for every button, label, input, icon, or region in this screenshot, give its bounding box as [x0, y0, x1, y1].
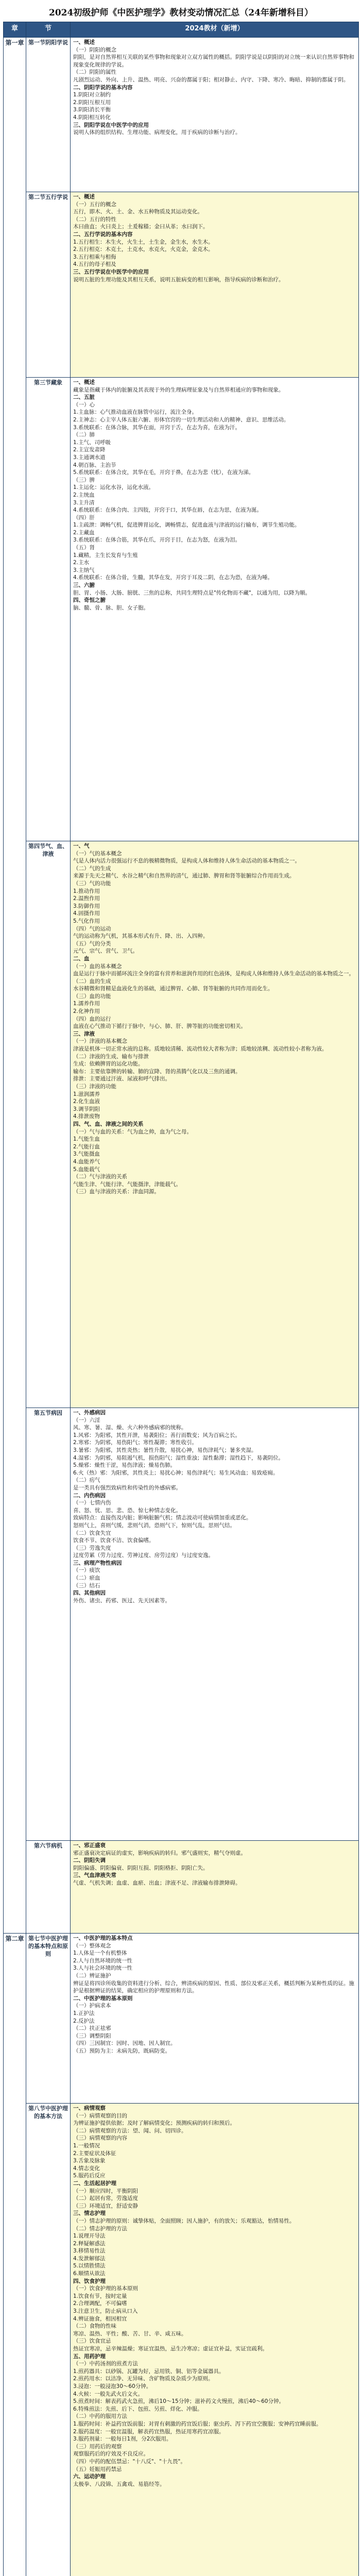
content-line: 阴阳偏盛、阴阳偏衰、阴阳互损、阴阳格拒、阴阳亡失。	[73, 1865, 209, 1871]
content-line: 阴阳，是对自然界相互关联的某些事物和现象对立双方属性的概括。阴阳学说是以阴阳的对立统一来认识自然界事物和现象变化规律的学说。	[73, 54, 354, 68]
content-line: 三、津液	[73, 1030, 95, 1037]
content-line: 3.五行相乘与相侮	[73, 253, 116, 260]
content-line: （三）血与津液的关系：津血同源。	[73, 1189, 160, 1195]
content-line: （一）整体观念	[73, 1942, 111, 1949]
content-cell	[71, 841, 359, 1408]
content-line: 3.调节阴阳	[73, 1106, 100, 1112]
content-line: 元气、宗气、营气、卫气。	[73, 948, 138, 955]
content-line: 2.主藏血	[73, 529, 95, 536]
content-line: 四、气、血、津液之间的关系	[73, 1121, 144, 1127]
content-line: （三）用药后的观察	[73, 2443, 122, 2450]
content-line: 1.煎药器具：以砂锅、瓦罐为好，忌用铁、铜、铝等金属器具。	[73, 2368, 225, 2375]
content-line: 2.寒邪：为阴邪，易伤阳气；寒性凝滞；寒性收引。	[73, 1439, 198, 1446]
content-line: 4.发泄解郁法	[73, 2255, 106, 2262]
content-cell	[71, 378, 359, 841]
page-title: 2024初级护师《中医护理学》教材变动情况汇总（24年新增科目）	[49, 8, 313, 18]
content-line: 3.阴阳消长平衡	[73, 107, 111, 113]
content-cell	[71, 1841, 359, 1934]
content-line: （二）阴阳的属性	[73, 69, 116, 76]
content-line: 1.推动作用	[73, 888, 100, 894]
content-line: 二、生活起居护理	[73, 2180, 116, 2187]
content-line: 2.释疑解惑法	[73, 2240, 106, 2247]
content-line: （五）气的分类	[73, 940, 111, 947]
content-line: 2.化生血液	[73, 1098, 100, 1105]
content-line: 1.饮食有节，按时定量	[73, 2293, 127, 2299]
content-line: 3.暑邪：为阳邪，其性炎热；暑性升散，易扰心神，易伤津耗气；暑多夹湿。	[73, 1447, 257, 1453]
content-line: 1.服药时间：补益药宜饭前服；对胃有刺激的药宜饭后服；驱虫药、泻下药宜空腹服；安神药宜睡前服。	[73, 2420, 322, 2427]
content-line: 气的运动称为气机，其基本形式有升、降、出、入四种。	[73, 933, 209, 940]
content-line: 三、气血津液失常	[73, 1872, 116, 1879]
content-line: 4.系统联系：在体合骨，生髓，其华在发，开窍于耳及二阴，在志为恐，在液为唾。	[73, 574, 273, 581]
content-line: 2.主统血	[73, 492, 95, 498]
content-line: 1.藏精，主生长发育与生殖	[73, 552, 138, 558]
content-line: 2.五行相克：木克土，土克水，水克火，火克金，金克木。	[73, 246, 214, 253]
content-line: 4.系统联系：在体合肉、主四肢，开窍于口，其华在唇，在志为思，在液为涎。	[73, 507, 263, 514]
content-line: 来源于先天之精气、水谷之精气和自然界的清气，通过肺、脾胃和肾等脏腑综合作用而生成。	[73, 873, 295, 879]
content-line: （二）中药的服用方法	[73, 2413, 127, 2420]
content-line: 4.排泄废物	[73, 1113, 100, 1120]
content-line: 3.浸泡：一般浸泡30～60分钟。	[73, 2383, 152, 2389]
content-line: （一）气的基本概念	[73, 850, 122, 857]
column-header-content: 2024教材（新增）	[71, 22, 359, 38]
content-line: 2.人与自然环境的统一性	[73, 1957, 133, 1964]
content-line: （三）血的功能	[73, 993, 111, 999]
content-line: 一、气	[73, 843, 90, 849]
section-cell: 第四节气、血、津液	[26, 841, 71, 1408]
content-line: 3.注意卫生，防止病从口入	[73, 2308, 138, 2315]
content-line: 过度劳累（劳力过度、劳神过度、房劳过度）与过度安逸。	[73, 1552, 214, 1559]
content-line: （三）结石	[73, 1582, 100, 1589]
content-line: （四）肝	[73, 514, 95, 521]
content-cell	[71, 1934, 359, 2104]
content-line: （三）饮食宜忌	[73, 2338, 111, 2345]
content-line: （一）六淫	[73, 1417, 100, 1423]
content-line: 1.一般情况	[73, 2142, 100, 2149]
content-line: 辨证是将四诊所收集的资料进行分析、综合，辨清疾病的原因、性质、部位及邪正关系，概括判断为某种性质的证。施护是根据辨证的结果，确定相应的护理原则和方法。	[73, 1980, 354, 1994]
content-line: 一、外感病因	[73, 1410, 106, 1416]
content-line: 三、五行学说在中医学中的应用	[73, 268, 149, 275]
content-line: （一）护病求本	[73, 2003, 111, 2009]
content-line: （二）情志护理的方法	[73, 2225, 127, 2232]
content-line: 怒则气上，喜则气缓，悲则气消，恐则气下，惊则气乱，思则气结。	[73, 1522, 235, 1529]
content-line: 二、五行学说的基本内容	[73, 231, 133, 238]
content-line: 血是运行于脉中而循环流注全身的富有营养和滋润作用的红色液体，是构成人体和维持人体生命活动的基本物质之一。	[73, 971, 354, 977]
content-line: 凡剧烈运动、外向、上升、温热、明亮、兴奋的都属于阳；相对静止、内守、下降、寒冷、晦暗、抑制的都属于阴。	[73, 76, 349, 83]
content-line: 四、饮食护理	[73, 2278, 106, 2284]
content-line: （二）起居有常，劳逸适度	[73, 2195, 138, 2202]
content-line: （四）气的运动	[73, 925, 111, 932]
section-cell: 第二节五行学说	[26, 192, 71, 378]
content-line: （一）情志护理的原则：诚挚体贴，全面照顾；因人施护，有的放矢；乐观豁达，怡情易性。	[73, 2217, 295, 2224]
content-line: 一、概述	[73, 379, 95, 385]
content-line: （二）疠气	[73, 1477, 100, 1484]
content-line: （二）食物的性味	[73, 2323, 116, 2330]
section-cell: 第六节病机	[26, 1841, 71, 1934]
content-line: （二）肺	[73, 432, 95, 438]
content-line: （一）阴阳的概念	[73, 46, 116, 53]
content-line: （五）肾	[73, 545, 95, 551]
content-line: 二、阴阳学说的基本内容	[73, 84, 133, 91]
content-line: 热证宜寒凉，忌辛辣温燥；寒证宜温热，忌生冷寒凉；虚证宜补益，实证宜疏利。	[73, 2346, 268, 2352]
content-line: 一、概述	[73, 39, 95, 45]
content-line: 是一类具有强烈致病性和传染性的外感病邪。	[73, 1484, 181, 1491]
content-line: 4.辨证施食，相因相宜	[73, 2315, 127, 2322]
content-line: 6.顺情从欲法	[73, 2270, 106, 2277]
content-line: 为辨证施护提供依据；及时了解病情变化；预测疾病的转归和预后。	[73, 2120, 235, 2127]
content-line: 3.系统联系：在体合筋，其华在爪，开窍于目，在志为怒，在液为泪。	[73, 537, 241, 544]
table-row	[4, 378, 359, 841]
content-line: 3.系统联系：在体合脉，其华在面，开窍于舌，在志为喜，在液为汗。	[73, 424, 241, 431]
content-line: 5.以情胜情法	[73, 2263, 106, 2269]
content-line: 津液是机体一切正常水液的总称。质地较清稀、流动性较大者称为津；质地较浓稠、流动性较小者称为液。	[73, 1046, 327, 1053]
content-line: （一）心	[73, 401, 95, 408]
content-line: （二）辨证施护	[73, 1972, 111, 1979]
content-line: 生成：依赖脾胃的运化功能。	[73, 1061, 144, 1067]
content-line: （三）环境适宜，舒适安静	[73, 2202, 138, 2209]
table-row	[4, 2104, 359, 2576]
section-cell: 第八节中医护理的基本方法	[26, 2104, 71, 2576]
content-line: 饮食不节、饮食不洁、饮食偏嗜。	[73, 1537, 154, 1544]
section-cell: 第五节病因	[26, 1408, 71, 1841]
column-header-section: 节	[26, 22, 71, 38]
content-line: 3.防御作用	[73, 903, 100, 909]
chapter-cell: 第二章	[4, 1934, 26, 2576]
content-line: 外伤、诸虫、药邪、医过、先天因素等。	[73, 1597, 170, 1604]
content-line: 4.湿邪：为阴邪，易阻遏气机，损伤阳气；湿性重浊；湿性黏滞；湿性趋下，易袭阴位。	[73, 1454, 284, 1461]
content-line: 6.特殊煎法：先煎、后下、包煎、另煎、烊化、冲服。	[73, 2405, 203, 2412]
content-line: 三、病理产物性病因	[73, 1560, 122, 1566]
content-line: （四）血的运行	[73, 1015, 111, 1022]
content-line: 5.血能载气	[73, 1166, 100, 1173]
content-line: 1.主气、司呼吸	[73, 439, 111, 446]
content-line: （一）痰饮	[73, 1567, 100, 1574]
content-line: 二、血	[73, 955, 90, 962]
content-line: 5.服药后反应	[73, 2173, 106, 2179]
content-line: 六、运动护理	[73, 2473, 106, 2480]
content-line: （三）病情观察的内容	[73, 2135, 127, 2142]
content-line: 3.主纳气	[73, 567, 95, 573]
content-line: 1.阴阳对立制约	[73, 92, 111, 98]
content-line: （一）顺应四时，平衡阴阳	[73, 2188, 138, 2194]
content-line: 4.阴阳相互转化	[73, 114, 111, 121]
content-line: 4.五行的母子相及	[73, 261, 116, 268]
content-line: 6.火（热）邪：为阳邪，其性炎上；易扰心神；易伤津耗气；易生风动血；易致疮痈。	[73, 1469, 279, 1476]
content-line: （二）血的生成	[73, 978, 111, 985]
content-line: 1.主疏泄：调畅气机，促进脾胃运化，调畅情志，促进血液与津液的运行输布，调节生殖功能。	[73, 522, 300, 529]
content-line: 2.服药温度：一般宜温服，解表药宜热服，热证用寒药宜凉服。	[73, 2428, 225, 2435]
content-line: 4.朝百脉、主治节	[73, 462, 116, 468]
content-line: 2.温煦作用	[73, 895, 100, 902]
content-line: 1.说理开导法	[73, 2233, 106, 2240]
content-line: 二、五脏	[73, 394, 95, 401]
content-line: 气能生津、气能行津、气能摄津，津能载气。	[73, 1181, 181, 1188]
content-table	[3, 22, 359, 2576]
content-line: （三）脾	[73, 477, 95, 483]
content-line: （二）气与津液的关系	[73, 1174, 127, 1180]
content-line: 2.气能行血	[73, 1143, 100, 1150]
content-line: 风、寒、暑、湿、燥、火六种外感病邪的统称。	[73, 1425, 187, 1431]
content-line: （二）瘀血	[73, 1575, 100, 1582]
content-line: 二、阴阳失调	[73, 1857, 106, 1864]
content-line: 3.主升清	[73, 499, 95, 506]
content-line: 喜、怒、忧、思、悲、恐、惊七种情志变化。	[73, 1507, 181, 1514]
content-line: 5.煎煮时间：解表药武火急煎，沸后10～15分钟；滋补药文火慢煎，沸后40～60分钟。	[73, 2398, 284, 2405]
content-line: 2.合理调配，不可偏嗜	[73, 2300, 127, 2307]
content-line: 2.化神作用	[73, 1008, 100, 1015]
content-line: （一）病情观察的目的	[73, 2112, 127, 2119]
content-line: 2.主宣发肃降	[73, 447, 106, 453]
content-line: 2.煎药用水：以洁净、无异味、含矿物质及杂质少为原则。	[73, 2376, 214, 2382]
content-line: （五）预防为主：未病先防，既病防变。	[73, 2047, 170, 2054]
content-line: 1.五行相生：木生火，火生土，土生金，金生水，水生木。	[73, 239, 214, 245]
table-row	[4, 841, 359, 1408]
content-line: 2.阴阳互根互用	[73, 99, 111, 106]
content-line: （四）三因制宜：因时、因地、因人制宜。	[73, 2040, 176, 2047]
content-line: 一、概述	[73, 194, 95, 200]
content-line: 邪正盛衰决定病证的虚实，影响疾病的转归。邪气盛则实，精气夺则虚。	[73, 1850, 246, 1856]
content-line: 三、阴阳学说在中医学中的应用	[73, 122, 149, 128]
section-cell: 第一节阴阳学说	[26, 38, 71, 192]
content-line: 胆、胃、小肠、大肠、膀胱、三焦的总称，共同生理特点是"传化物而不藏"，以通为用，以降为顺。	[73, 589, 311, 596]
content-line: 气虚、气机失调；血虚、血瘀、出血；津液不足、津液输布排泄障碍。	[73, 1879, 241, 1886]
content-line: （二）饮食失宜	[73, 1530, 111, 1536]
content-line: 4.情志变化	[73, 2165, 100, 2172]
content-line: （二）病情观察的方法：望、闻、问、切四诊。	[73, 2127, 187, 2134]
section-cell: 第七节中医护理的基本特点和原则	[26, 1934, 71, 2104]
content-line: 血液在心气推动下循行于脉中，与心、肺、肝、脾等脏的功能密切相关。	[73, 1023, 246, 1030]
content-line: 3.服药剂量：一般每日1剂，分2次服用。	[73, 2436, 172, 2443]
table-row	[4, 192, 359, 378]
content-line: 2.反护法	[73, 2018, 95, 2024]
content-cell	[71, 1408, 359, 1841]
content-line: 4.固摄作用	[73, 910, 100, 917]
content-line: （一）中药汤剂的煎煮方法	[73, 2361, 138, 2367]
content-line: 2.主神志：心主宰人体五脏六腑、形体官窍的一切生理活动和人的精神、意识、思维活动。	[73, 416, 289, 423]
content-line: （一）津液的基本概念	[73, 1038, 127, 1045]
content-line: 致病特点：直接伤及内脏；影响脏腑气机；情志波动可使病情加重或恶化。	[73, 1515, 252, 1521]
content-line: 1.滋润濡养	[73, 1091, 100, 1097]
table-row	[4, 1934, 359, 2104]
content-line: （一）饮食护理的基本原则	[73, 2285, 138, 2292]
table-row	[4, 38, 359, 192]
content-line: 脑、髓、骨、脉、胆、女子胞。	[73, 604, 149, 611]
content-line: 1.气能生血	[73, 1136, 100, 1143]
content-line: 五、用药护理	[73, 2353, 106, 2360]
content-line: 二、内伤病因	[73, 1492, 106, 1499]
content-line: （三）调整阴阳	[73, 2032, 111, 2039]
column-header-chapter: 章	[4, 22, 26, 38]
content-line: （二）气的生成	[73, 865, 111, 872]
content-line: 3.气能摄血	[73, 1151, 100, 1158]
content-line: 1.人体是一个有机整体	[73, 1950, 127, 1957]
content-line: 4.火候：一般先武火后文火。	[73, 2391, 144, 2397]
table-row	[4, 1841, 359, 1934]
content-line: 一、中医护理的基本特点	[73, 1935, 133, 1941]
content-line: 四、奇恒之腑	[73, 597, 106, 604]
table-row	[4, 1408, 359, 1841]
content-line: 5.气化作用	[73, 918, 100, 924]
content-line: 1.主运化：运化水谷，运化水液。	[73, 484, 154, 491]
content-line: （四）中药的配伍禁忌："十八反"、"十九畏"。	[73, 2458, 186, 2465]
content-line: 二、中医护理的基本原则	[73, 1995, 133, 2002]
chapter-cell: 第一章	[4, 38, 26, 1934]
content-line: 三、情志护理	[73, 2210, 106, 2217]
content-line: （二）津液的生成、输布与排泄	[73, 1053, 149, 1060]
content-line: 太极拳、八段锦、五禽戏、易筋经等。	[73, 2481, 165, 2487]
content-line: 水谷精微和肾精是血液化生的基础，通过脾胃、心肺、肾等脏腑的共同作用而化生。	[73, 986, 273, 992]
content-line: 一、病情观察	[73, 2105, 106, 2111]
content-line: 一、邪正盛衰	[73, 1842, 106, 1849]
content-cell	[71, 2104, 359, 2576]
content-cell	[71, 38, 359, 192]
content-line: （三）劳逸失度	[73, 1545, 111, 1551]
content-line: 1.濡养作用	[73, 1001, 100, 1007]
content-line: 三、六腑	[73, 582, 95, 589]
content-line: 说明五脏的生理功能及其相互关系，说明五脏病变的相互影响，指导疾病的诊断和治疗。	[73, 276, 284, 283]
content-line: 气是人体内活力很强运行不息的极精微物质，是构成人体和维持人体生命活动的基本物质之一。	[73, 858, 300, 865]
content-line: 寒凉、温热、平性；酸、苦、甘、辛、咸五味。	[73, 2330, 187, 2337]
content-line: （二）五行的特性	[73, 216, 116, 223]
content-line: 1.风邪：为阳邪，其性开泄，易袭阳位；善行而数变；风为百病之长。	[73, 1432, 241, 1438]
content-line: 木曰曲直；火曰炎上；土爰稼穑；金曰从革；水曰润下。	[73, 224, 209, 230]
content-line: 1.正护法	[73, 2010, 95, 2016]
content-line: 输布：主要依靠脾的转输、肺的宣降、肾的蒸腾气化以及三焦的通调。	[73, 1068, 241, 1075]
content-line: 3.移情易性法	[73, 2248, 106, 2255]
content-line: 排泄：主要通过汗液、尿液和呼气排出。	[73, 1076, 170, 1082]
content-line: （二）扶正祛邪	[73, 2025, 111, 2032]
content-line: （三）津液的功能	[73, 1083, 116, 1090]
content-line: 1.主血脉：心气推动血液在脉管中运行，流注全身。	[73, 409, 198, 416]
content-line: 观察服药后的疗效及不良反应。	[73, 2451, 149, 2458]
content-line: 藏象是指藏于体内的脏腑及其表现于外的生理病理征象及与自然界相通应的事物和现象。	[73, 386, 284, 393]
content-line: 2.主要症状及体征	[73, 2150, 116, 2157]
content-line: 5.系统联系：在体合皮，其华在毛，开窍于鼻，在志为悲（忧），在液为涕。	[73, 469, 254, 476]
content-line: 4.血能养气	[73, 1158, 100, 1165]
content-line: （一）气与血的关系：气为血之帅，血为气之母。	[73, 1128, 192, 1135]
content-line: 2.主水	[73, 560, 90, 566]
content-line: （一）血的基本概念	[73, 963, 122, 970]
content-line: 说明人体的组织结构、生理功能、病理变化，用于疾病的诊断与治疗。	[73, 129, 241, 136]
content-cell	[71, 192, 359, 378]
content-line: （五）妊娠用药禁忌	[73, 2466, 122, 2472]
content-line: （三）气的功能	[73, 880, 111, 887]
content-line: 5.燥邪：燥性干涩，易伤津液；燥易伤肺。	[73, 1462, 176, 1469]
content-line: 五行，即木、火、土、金、水五种物质及其运动变化。	[73, 209, 203, 215]
table-header-row	[4, 22, 359, 38]
content-line: （一）五行的概念	[73, 201, 116, 208]
content-line: 四、其他病因	[73, 1590, 106, 1597]
content-line: 3.主通调水道	[73, 454, 106, 461]
section-cell: 第三节藏象	[26, 378, 71, 841]
content-line: 3.人与社会环境的统一性	[73, 1965, 133, 1972]
content-line: 3.舌象及脉象	[73, 2158, 106, 2164]
content-line: （一）七情内伤	[73, 1500, 111, 1506]
